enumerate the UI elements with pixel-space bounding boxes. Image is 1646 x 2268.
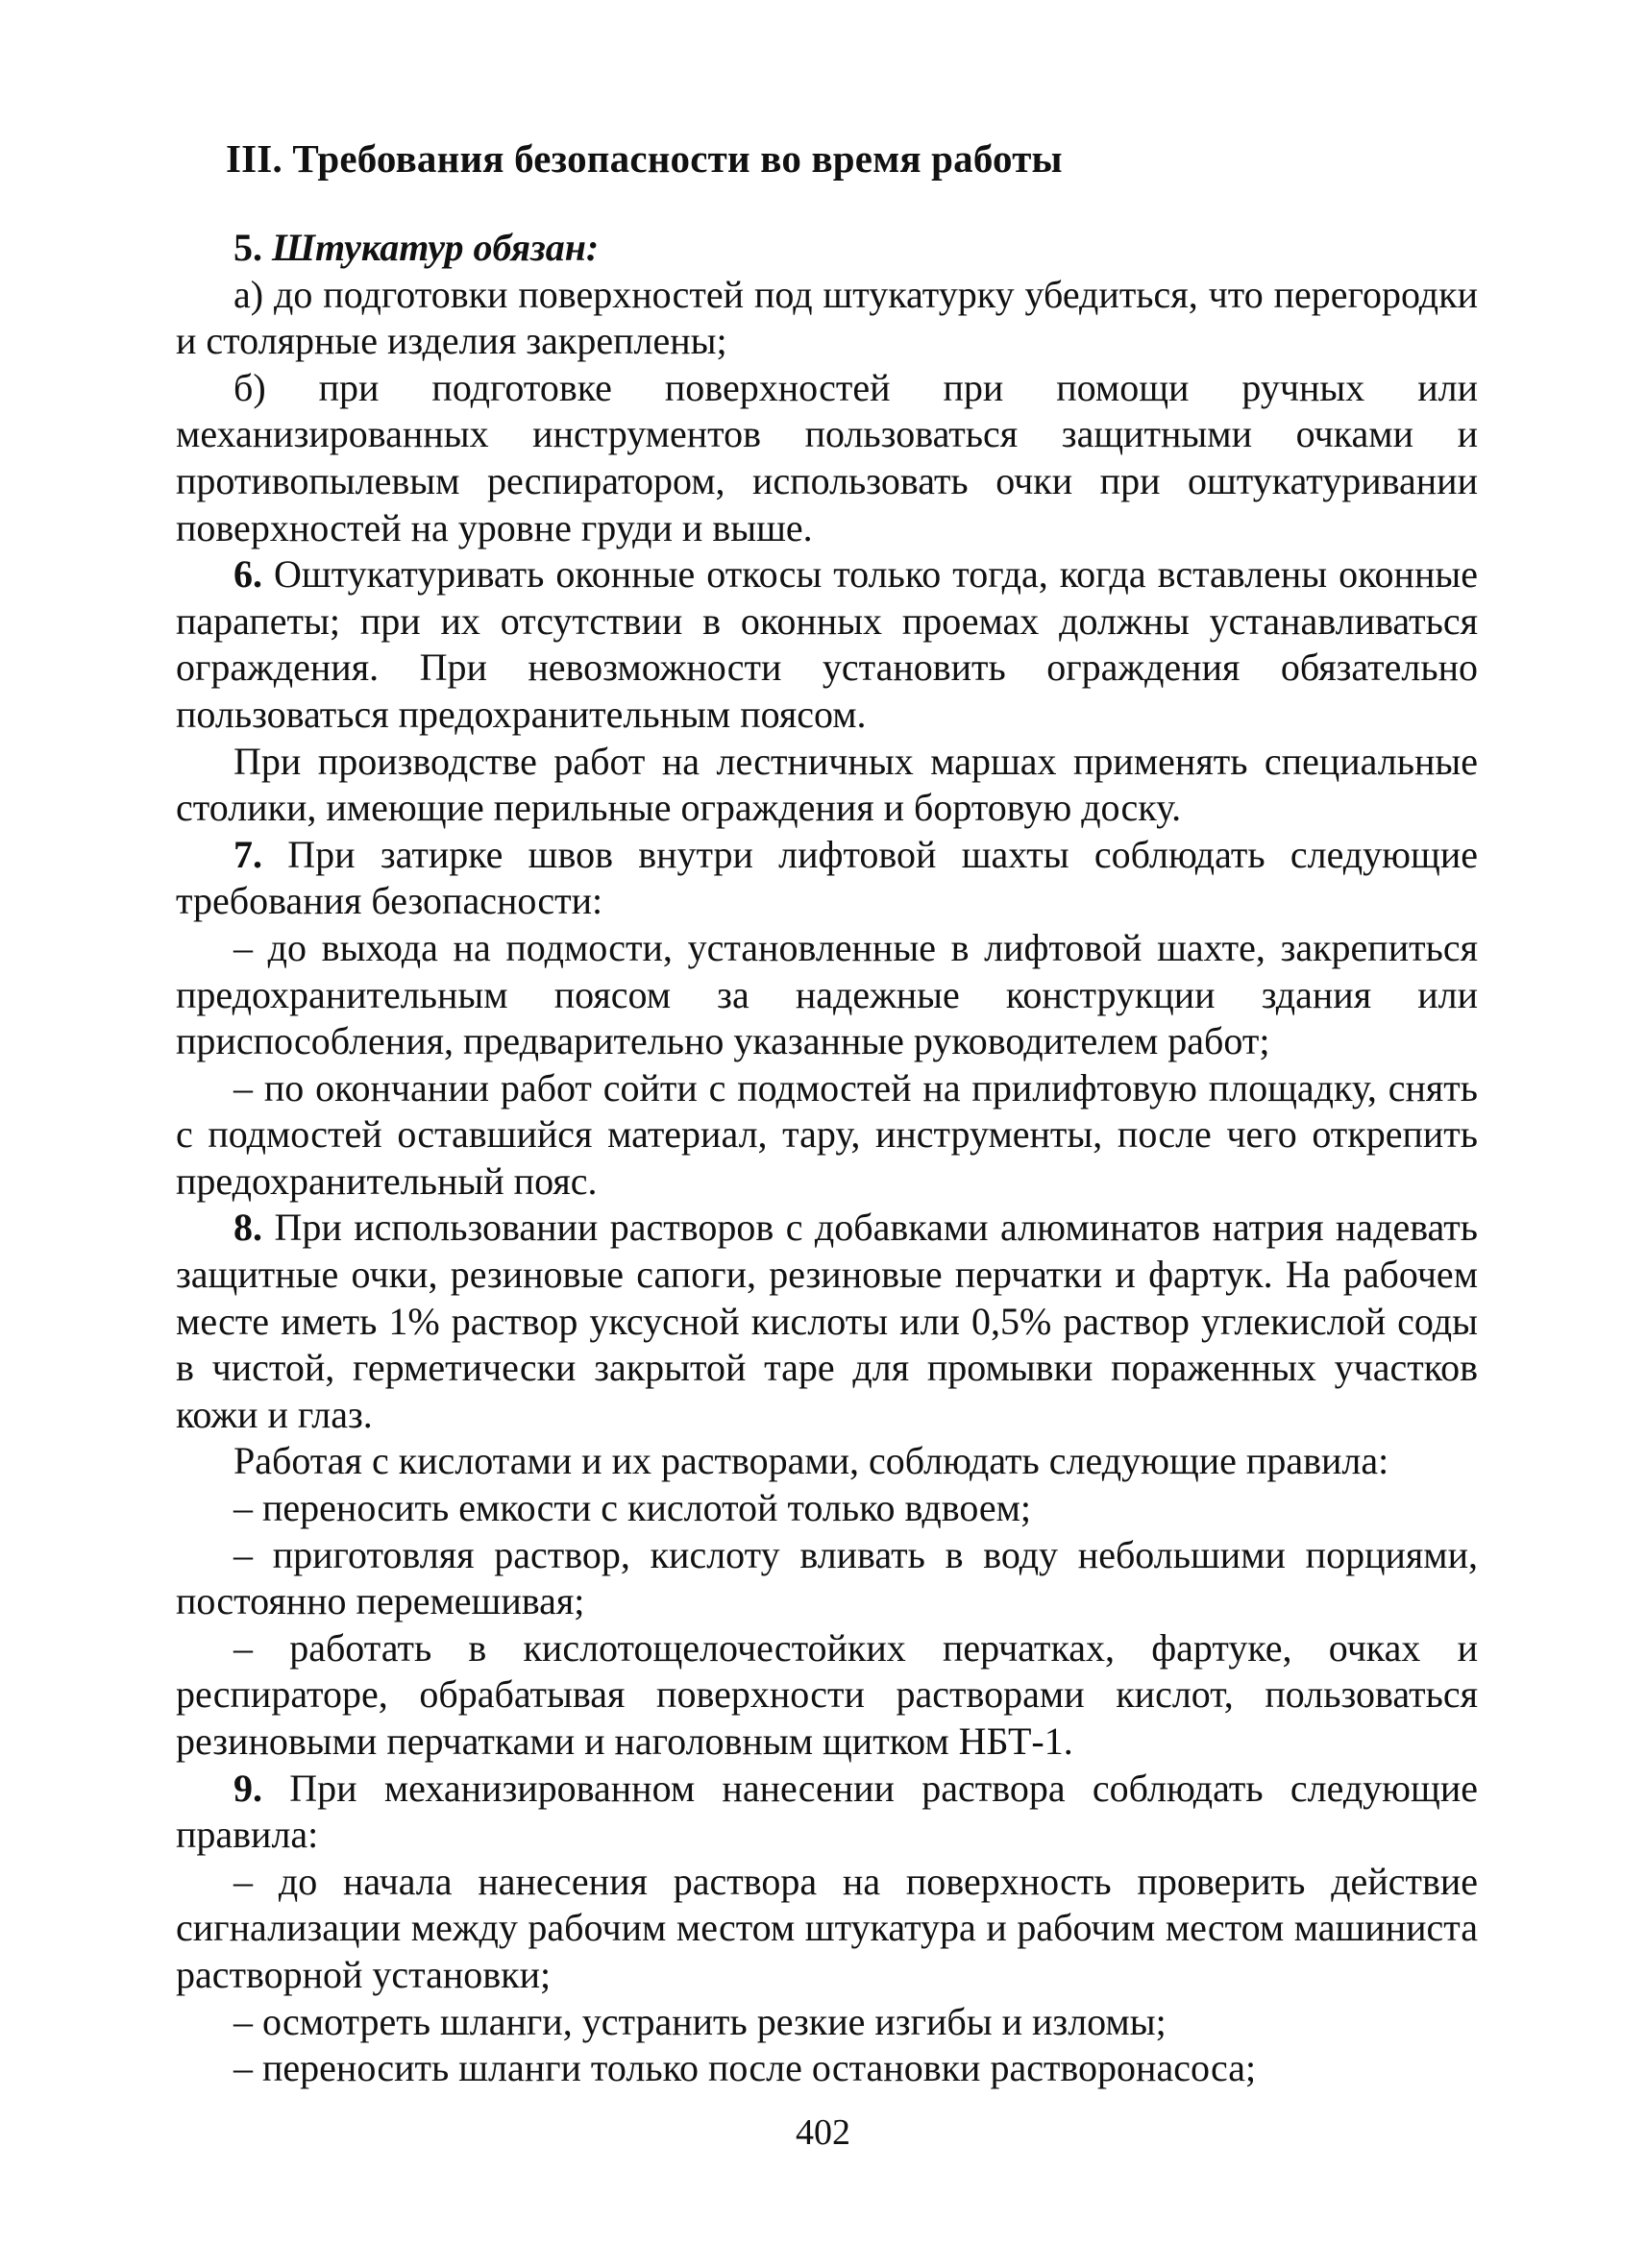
item-9-bullet-1: – до начала нанесения раствора на поверхность проверить действие сигнализации между рабочим местом штукатура и рабочим местом машиниста растворной установки; <box>176 1859 1478 1996</box>
page-number: 402 <box>796 2112 850 2153</box>
item-9-number: 9. <box>233 1766 262 1810</box>
item-8-bullet-1: – переносить емкости с кислотой только вдвоем; <box>233 1486 1031 1530</box>
item-5-b: б) при подготовке поверхностей при помощи ручных или механизированных инструментов пользоваться защитными очками и противопылевым респиратором, использовать очки при оштукатуривании поверхностей на уровне груди и выше. <box>176 365 1478 549</box>
item-5-subheading: Штукатур обязан: <box>272 226 600 269</box>
item-5-heading <box>176 225 1478 272</box>
item-5-a: а) до подготовки поверхностей под штукатурку убедиться, что перегородки и столярные изделия закреплены; <box>176 272 1478 363</box>
item-8-bullet-3: – работать в кислотощелочестойких перчатках, фартуке, очках и респираторе, обрабатывая поверхности растворами кислот, пользоваться резиновыми перчатками и наголовным щитком НБТ-1. <box>176 1625 1478 1763</box>
page-body <box>176 134 1478 2092</box>
item-8-bullet-2: – приготовляя раствор, кислоту вливать в воду небольшими порциями, постоянно перемешивая; <box>176 1532 1478 1623</box>
item-7-text: При затирке швов внутри лифтовой шахты соблюдать следующие требования безопасности: <box>176 832 1478 923</box>
item-9-bullet-2: – осмотреть шланги, устранить резкие изгибы и изломы; <box>233 1999 1167 2043</box>
item-6 <box>176 551 1478 738</box>
item-8-text: При использовании растворов с добавками алюминатов натрия надевать защитные очки, резиновые сапоги, резиновые перчатки и фартук. На рабочем месте иметь 1% раствор уксусной кислоты или 0,5% раствор углекислой соды в чистой, герметически закрытой таре для промывки пораженных участков кожи и глаз. <box>176 1206 1479 1436</box>
item-7-bullet-2: – по окончании работ сойти с подмостей на прилифтовую площадку, снять с подмостей оставшийся материал, тару, инструменты, после чего открепить предохранительный пояс. <box>176 1065 1478 1203</box>
item-8 <box>176 1205 1478 1438</box>
item-8-paragraph-2: Работая с кислотами и их растворами, соблюдать следующие правила: <box>233 1439 1389 1483</box>
item-9 <box>176 1766 1478 1859</box>
item-5-number: 5. <box>233 226 262 269</box>
item-8-number: 8. <box>233 1206 262 1250</box>
section-title: III. Требования безопасности во время работы <box>226 136 1063 181</box>
item-6-number: 6. <box>233 552 262 597</box>
item-7 <box>176 832 1478 925</box>
item-9-bullet-3: – переносить шланги только после остановки растворонасоса; <box>233 2046 1257 2090</box>
item-7-number: 7. <box>233 832 262 876</box>
item-6-paragraph-2: При производстве работ на лестничных маршах применять специальные столики, имеющие перильные ограждения и бортовую доску. <box>176 739 1478 830</box>
item-7-bullet-1: – до выхода на подмости, установленные в лифтовой шахте, закрепиться предохранительным поясом за надежные конструкции здания или приспособления, предварительно указанные руководителем работ; <box>176 925 1478 1063</box>
item-6-text: Оштукатуривать оконные откосы только тогда, когда вставлены оконные парапеты; при их отсутствии в оконных проемах должны устанавливаться ограждения. При невозможности установить ограждения обязательно пользоваться предохранительным поясом. <box>176 552 1478 736</box>
item-9-text: При механизированном нанесении раствора соблюдать следующие правила: <box>176 1766 1479 1857</box>
